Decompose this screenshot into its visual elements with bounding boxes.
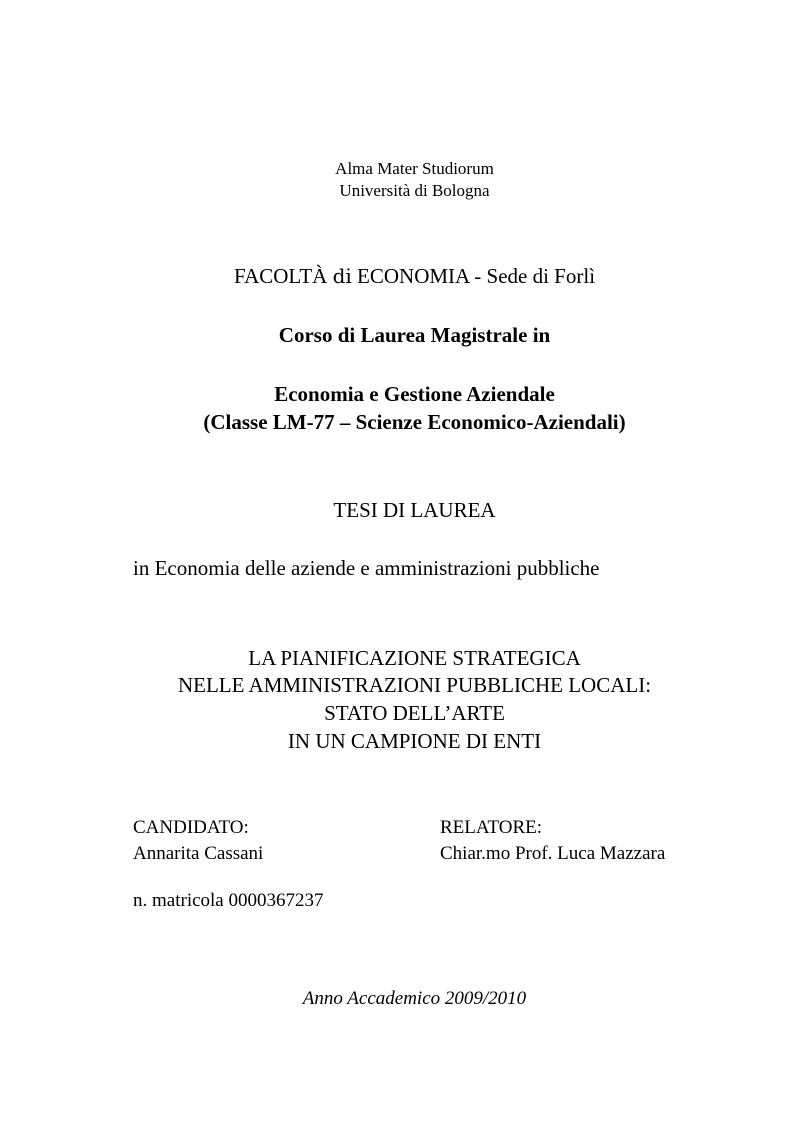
supervisor-label: RELATORE: — [440, 817, 543, 838]
faculty-label: FACOLTÀ — [233, 264, 328, 288]
university-name: Alma Mater Studiorum — [335, 159, 494, 178]
candidate-name: Annarita Cassani — [133, 843, 264, 864]
thesis-title-line: IN UN CAMPIONE DI ENTI — [287, 729, 542, 753]
academic-year: Anno Accademico 2009/2010 — [302, 988, 527, 1009]
faculty-name: ECONOMIA - Sede di Forlì — [357, 264, 596, 288]
supervisor-name: Chiar.mo Prof. Luca Mazzara — [440, 843, 666, 864]
thesis-title-line: NELLE AMMINISTRAZIONI PUBBLICHE LOCALI: — [177, 673, 652, 697]
thesis-title-line: STATO DELL’ARTE — [324, 701, 505, 725]
candidate-label: CANDIDATO: — [133, 817, 249, 838]
course-class: (Classe LM-77 – Scienze Economico-Aziendali) — [203, 410, 626, 434]
thesis-label: TESI DI LAUREA — [333, 498, 496, 522]
thesis-subject: in Economia delle aziende e amministrazioni pubbliche — [133, 556, 600, 580]
faculty-preposition: di — [332, 264, 352, 288]
university-location: Università di Bologna — [339, 181, 490, 200]
faculty-line — [18, 266, 793, 287]
course-heading: Corso di Laurea Magistrale in — [278, 323, 551, 347]
thesis-title-line: LA PIANIFICAZIONE STRATEGICA — [248, 646, 581, 670]
course-name: Economia e Gestione Aziendale — [274, 382, 555, 406]
candidate-matricola: n. matricola 0000367237 — [133, 890, 324, 911]
